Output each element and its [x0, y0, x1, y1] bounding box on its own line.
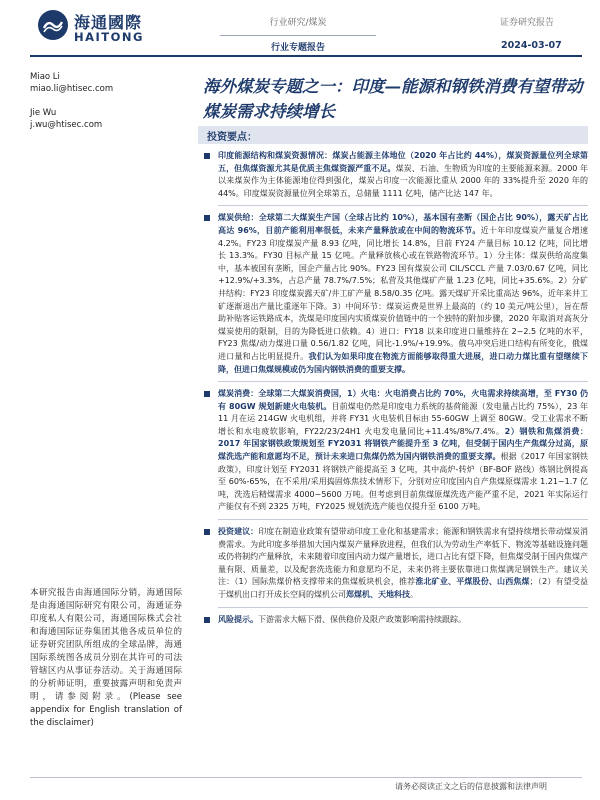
footer-notice: 请务必阅读正文之后的信息披露和法律声明: [395, 782, 547, 791]
key-points-content: [200, 150, 588, 631]
point-picks: 郑煤机、天地科技: [346, 590, 410, 599]
point-divider: [218, 205, 588, 206]
point-body: 目前煤电仍然是印度电力系统的基荷能源（发电量占比约 75%），23 年 11 月在运 214GW 火电机组，并将 FY31 火电装机目标由 55-60GW 上调至 80GW。受工业需求不断增长和水电疲软影响，FY22/23/24H1 火电发电量同比+11.4%/8%/7.4%。: [218, 401, 588, 436]
analyst-name: Miao Li: [30, 72, 60, 82]
point-picks: 淮北矿业、平煤股份、山西焦煤: [415, 577, 530, 587]
bullet-icon: [204, 215, 210, 221]
header-underline: [30, 55, 582, 57]
point-body-2: 根据《2017 年国家钢铁政策》，印度计划至 FY2031 将钢铁产能提高至 3 亿吨，其中高炉-转炉（BF-BOF 路线）炼钢比例提高至 60%-65%，在不采用/采用捣固炼焦技术情形下，分别对应印度国内自产焦煤原煤需求 1.21~1.7 亿吨，洗选后精煤需求 4000~5600 万吨。但考虑到目前焦煤原煤洗选产能严重不足，2021 年实际运行产能仅有不到 2325 万吨，FY2025 规划洗选产能也仅提升至 6100 万吨。: [218, 452, 588, 512]
point-body: 印度在制造业政策有望带动印度工业化和基建需求；能源和钢铁需求有望持续增长带动煤炭消费需求。为此印度多举措加大国内煤炭产量释放进程，但我们认为劳动生产率低下、物流等基础设施问题或仍将制约产量释放，未来随着印度国内动力煤产量增长，进口占比有望下降，但焦煤受制于国内焦煤产量有限、质量差，以及配套洗选能力和意愿均不足，未来仍将主要依靠进口焦煤满足钢铁生产。建议关注：（1）国际焦煤价格支撑带来的焦煤板块机会，推荐: [218, 527, 589, 587]
report-type: 行业专题报告: [270, 43, 325, 53]
point-coal-consumption: [200, 388, 588, 514]
key-points-label: 投资要点：: [207, 132, 257, 143]
point-lead: 投资建议：: [218, 527, 259, 537]
point-mid: ；（2）有望受益于煤机出口打开成长空间的煤机公司: [218, 577, 589, 599]
bullet-icon: [204, 617, 210, 623]
point-divider: [218, 381, 588, 382]
analyst-email[interactable]: miao.li@htisec.com: [30, 84, 114, 94]
point-lead: 煤炭供给：全球第二大煤炭生产国（全球占比约 10%），基本国有垄断（国企占比 90%），露天矿占比高达 96%，目前产能利用率很低，未来产量释放或在中间的物流环节。: [218, 213, 588, 235]
bullet-icon: [204, 391, 210, 397]
point-risk: [200, 614, 588, 627]
point-body: 近十年印度煤炭产量复合增速 4.2%。FY23 印度煤炭产量 8.93 亿吨，同比增长 14.8%，目前 FY24 产量目标 10.12 亿吨，同比增长 13.3%。FY30 目标产量 15 亿吨。产量释放核心或在铁路物流环节。1）分主体：煤炭供给高度集中，基本被国有垄断，国企产量占比 90%。FY23 国有煤炭公司 CIL/SCCL 产量 7.03/0.67 亿吨，同比+12.9%/+3.3%，占总产量 78.7%/7.5%；私营及其他煤矿产量 1.23 亿吨，同比+35.6%。2）分矿井结构：FY23 印度煤炭露天矿/井工矿产量 8.58/0.35 亿吨。露天煤矿开采比重高达 96%，近年来井工矿逐渐退出产量比重逐年下降。3）中间环节：煤炭运费是世界上最高的（约 10 美元/吨公里），旨在帮助补贴客运铁路成本，洗煤是印度国内实质煤炭价值链中的一个独特的附加步骤，2020 年取消对高灰分煤炭使用的限制，目的为降低进口依赖。4）进口：FY18 以来印度进口量维持在 2~2.5 亿吨的水平，FY23 焦煤/动力煤进口量 0.56/1.82 亿吨，同比-1.9%/+19.9%。俄乌冲突后进口结构有所变化，俄煤进口量和占比明显提升。: [218, 225, 589, 361]
bullet-icon: [204, 529, 210, 535]
point-body: 下游需求大幅下滑、保供稳价及限产政策影响需持续跟踪。: [258, 614, 466, 624]
bullet-icon: [204, 153, 210, 159]
point-investment: [200, 526, 588, 602]
brand-name-en: HAITONG: [74, 30, 144, 44]
header-divider: [220, 35, 376, 36]
point-body: 煤炭、石油、生物质为印度的主要能源来源。2000 年以来煤炭作为主体能源地位得到强化，煤炭占印度一次能源比重从 2000 年的 33%提升至 2020 年的 44%。印度煤炭资源量位列全球第五，总储量 1111 亿吨，储产比达 147 年。: [218, 163, 589, 198]
brand-name-cn: 海通國際: [74, 13, 143, 32]
point-end: 。: [410, 590, 418, 599]
point-lead: 印度能源结构和煤炭资源情况：煤炭占能源主体地位（2020 年占比约 44%），煤炭资源量位列全球第五，但焦煤资源尤其是优质主焦煤资源严重不足。: [218, 151, 588, 173]
report-kind: 证券研究报告: [500, 18, 555, 28]
point-tail: 我们认为如果印度在物流方面能够取得重大进展，进口动力煤比重有望继续下降，但进口焦煤规模或仍为国内钢铁消费的重要支撑。: [218, 351, 588, 374]
point-lead: 煤炭消费：全球第二大煤炭消费国，1）火电：火电消费占比约 70%，火电需求持续高增，至 FY30 仍有 80GW 规划新建火电装机。: [218, 389, 588, 411]
haitong-logo-icon: [38, 10, 68, 40]
point-lead: 风险提示。: [218, 614, 258, 624]
point-divider: [218, 519, 588, 520]
report-title: 海外煤炭专题之一：印度—能源和钢铁消费有望带动煤炭需求持续增长: [203, 77, 583, 121]
point-coal-supply: [200, 212, 588, 376]
point-energy-structure: [200, 150, 588, 200]
report-category: 行业研究/煤炭: [269, 18, 327, 28]
point-mid: 2）钢铁和焦煤消费：2017 年国家钢铁政策规划至 FY2031 将钢铁产能提升至 3 亿吨，但受制于国内生产焦煤分过高，原煤洗选产能和意愿均不足，预计未来进口焦煤仍然为国内钢铁消费的重要支撑。: [218, 426, 588, 462]
analyst-name: Jie Wu: [30, 108, 57, 118]
analyst-email[interactable]: j.wu@htisec.com: [30, 120, 103, 130]
report-date: 2024-03-07: [501, 40, 562, 51]
footer-divider: [30, 777, 582, 778]
point-divider: [218, 607, 588, 608]
distribution-disclaimer: 本研究报告由海通国际分销，海通国际是由海通国际研究有限公司，海通证券印度私人有限公司，海通国际株式会社和海通国际证券集团其他各成员单位的证券研究团队所组成的全球品牌，海通国际系统图各成员分别在其许可的司法管辖区内从事证券活动。关于海通国际的分析师证明，重要披露声明和免责声明，请参阅附录。(Please see appendix for English translation of the disclaimer): [30, 588, 182, 728]
